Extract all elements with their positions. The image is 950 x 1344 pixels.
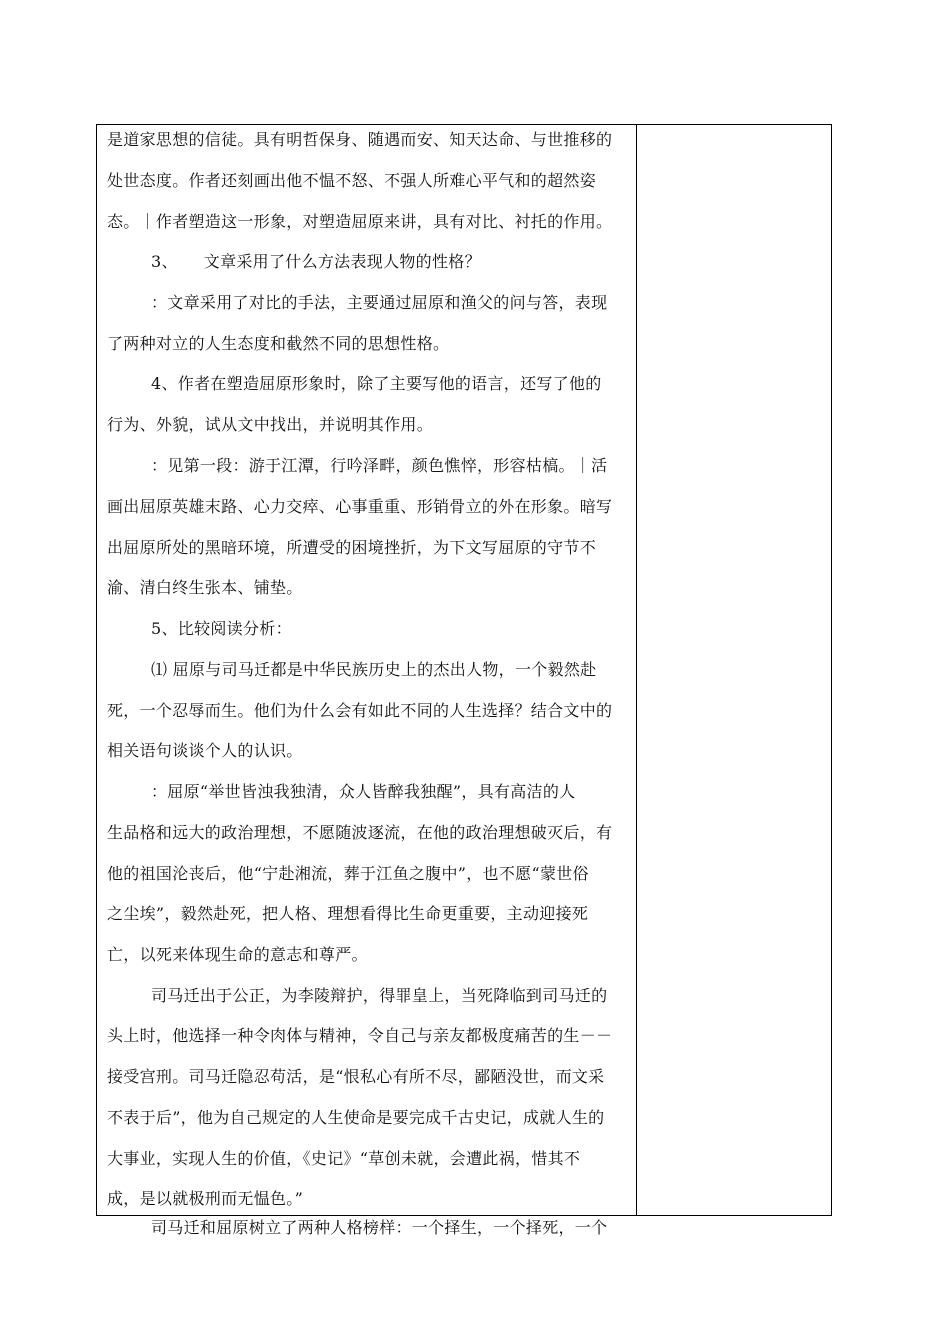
- text-line: 态。｜作者塑造这一形象，对塑造屈原来讲，具有对比、衬托的作用。: [107, 212, 613, 231]
- text-line: 渝、清白终生张本、铺垫。: [107, 578, 303, 597]
- question-4: 4、作者在塑造屈原形象时，除了主要写他的语言，还写了他的: [151, 374, 602, 393]
- answer-line: ：屈原“举世皆浊我独清，众人皆醉我独醒”，具有高洁的人: [151, 782, 576, 801]
- text-line: 处世态度。作者还刻画出他不愠不怒、不强人所难心平气和的超然姿: [107, 171, 597, 190]
- question-number: 3、: [151, 252, 178, 271]
- text-line: 之尘埃”，毅然赴死，把人格、理想看得比生命更重要，主动迎接死: [107, 904, 589, 923]
- text-line: 不表于后”，他为自己规定的人生使命是要完成千古史记，成就人生的: [107, 1108, 605, 1127]
- question-text: 文章采用了什么方法表现人物的性格？: [203, 252, 481, 271]
- text-line: 了两种对立的人生态度和截然不同的思想性格。: [107, 334, 450, 353]
- cut-line-text: 司马迁和屈原树立了两种人格榜样：一个择生，一个择死，一个: [151, 1218, 608, 1237]
- question-5: 5、比较阅读分析：: [151, 619, 292, 638]
- text-line: 出屈原所处的黑暗环境，所遭受的困境挫折，为下文写屈原的守节不: [107, 538, 597, 557]
- text-line: 生品格和远大的政治理想，不愿随波逐流，在他的政治理想破灭后，有: [107, 823, 613, 842]
- text-line: 成，是以就极刑而无愠色。”: [107, 1189, 304, 1208]
- text-line: 头上时，他选择一种令肉体与精神，令自己与亲友都极度痛苦的生－－: [107, 1026, 613, 1045]
- text-line: 行为、外貌，试从文中找出，并说明其作用。: [107, 415, 434, 434]
- text-line: 相关语句谈谈个人的认识。: [107, 741, 303, 760]
- text-line: 接受宫刑。司马迁隐忍苟活，是“恨私心有所不尽，鄙陋没世，而文采: [107, 1067, 605, 1086]
- text-line: 亡，以死来体现生命的意志和尊严。: [107, 945, 368, 964]
- text-line: 是道家思想的信徒。具有明哲保身、随遇而安、知天达命、与世推移的: [107, 130, 613, 149]
- answer-line: ：文章采用了对比的手法，主要通过屈原和渔父的问与答，表现: [151, 293, 608, 312]
- text-line: 他的祖国沦丧后，他“宁赴湘流，葬于江鱼之腹中”，也不愿“蒙世俗: [107, 864, 589, 883]
- text-line: 死，一个忍辱而生。他们为什么会有如此不同的人生选择？结合文中的: [107, 701, 613, 720]
- text-line: 画出屈原英雄末路、心力交瘁、心事重重、形销骨立的外在形象。暗写: [107, 497, 613, 516]
- sub-question-1: ⑴ 屈原与司马迁都是中华民族历史上的杰出人物，一个毅然赴: [151, 660, 597, 679]
- paragraph-start: 司马迁出于公正，为李陵辩护，得罪皇上，当死降临到司马迁的: [151, 986, 608, 1005]
- text-line: 大事业，实现人生的价值，《史记》“草创未就，会遭此祸，惜其不: [107, 1149, 581, 1168]
- answer-line: ：见第一段：游于江潭，行吟泽畔，颜色憔悴，形容枯槁。｜活: [151, 456, 608, 475]
- document-table: [96, 124, 832, 1237]
- notes-column: [637, 125, 831, 1215]
- question-3: [151, 249, 481, 275]
